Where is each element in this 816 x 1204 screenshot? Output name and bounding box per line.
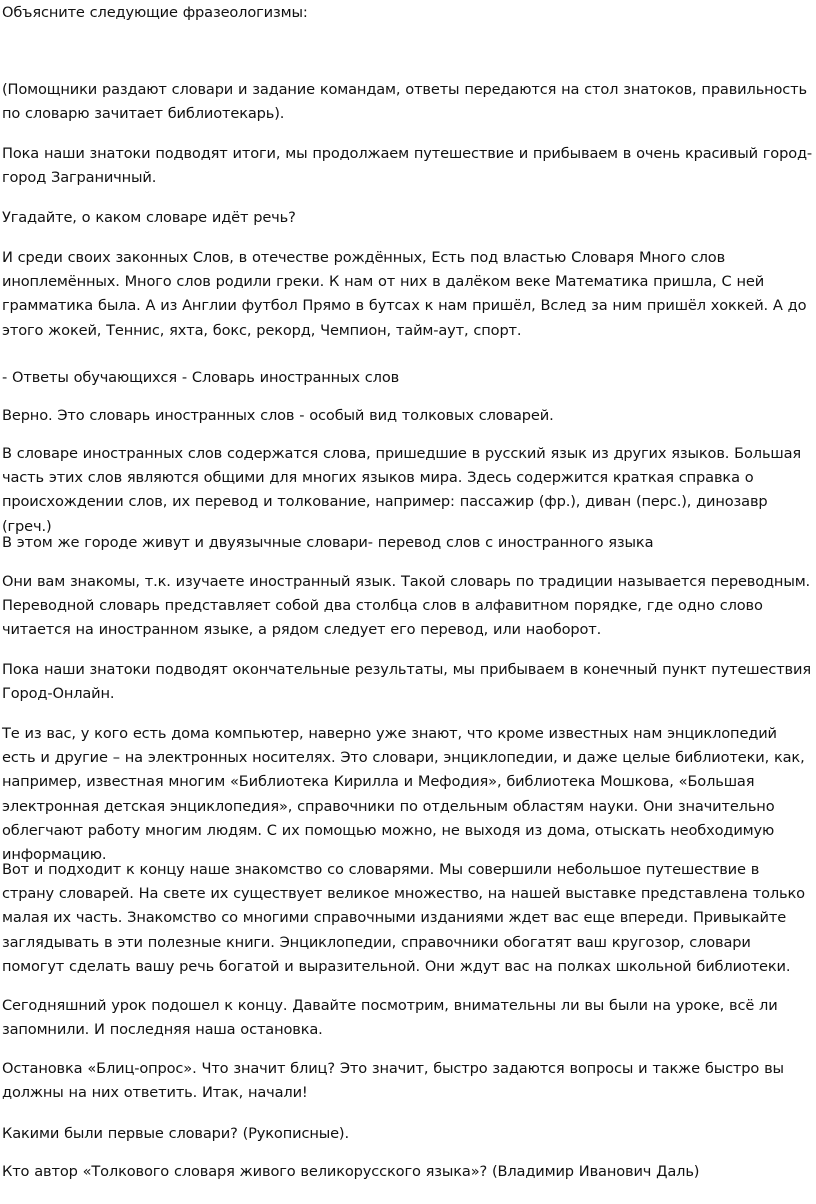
paragraph-journey: Пока наши знатоки подводят итоги, мы продолжаем путешествие и прибываем в очень красивый город-город Заграничный. xyxy=(2,145,813,187)
paragraph-correct: Верно. Это словарь иностранных слов - особый вид толковых словарей. xyxy=(2,407,554,424)
paragraph-bilingual: В этом же городе живут и двуязычные словари- перевод слов с иностранного языка xyxy=(2,534,654,551)
paragraph-conclusion: Вот и подходит к концу наше знакомство со словарями. Мы совершили небольшое путешествие в страну словарей. На свете их существует великое множество, на нашей выставке представлена только малая их часть. Знакомство со многими справочными изданиями ждет вас еще впереди. Привыкайте заглядывать в эти полезные книги. Энциклопедии, справочники обогатят ваш кругозор, словари помогут сделать вашу речь богатой и выразительной. Они ждут вас на полках школьной библиотеки. xyxy=(2,861,805,975)
paragraph-student-answers: - Ответы обучающихся - Словарь иностранных слов xyxy=(2,369,400,386)
paragraph-translation-dict: Они вам знакомы, т.к. изучаете иностранный язык. Такой словарь по традиции называется переводным. Переводной словарь представляет собой два столбца слов в алфавитном порядке, где одно слово читается на иностранном языке, а рядом следует его перевод, или наоборот. xyxy=(2,573,811,639)
paragraph-foreign-dict: В словаре иностранных слов содержатся слова, пришедшие в русский язык из других языков. Большая часть этих слов являются общими для многих языков мира. Здесь содержится краткая справка о происхождении слов, их перевод и толкование, например: пассажир (фр.), диван (перс.), динозавр (греч.) xyxy=(2,445,802,535)
paragraph-question-2: Кто автор «Толкового словаря живого великорусского языка»? (Владимир Иванович Даль) xyxy=(2,1163,700,1180)
paragraph-helpers-note: (Помощники раздают словари и задание командам, ответы передаются на стол знатоков, правильность по словарю зачитает библиотекарь). xyxy=(2,81,807,123)
paragraph-lesson-end: Сегодняшний урок подошел к концу. Давайте посмотрим, внимательны ли вы были на уроке, всё ли запомнили. И последняя наша остановка. xyxy=(2,997,778,1039)
heading-instruction: Объясните следующие фразеологизмы: xyxy=(2,4,308,21)
paragraph-poem: И среди своих законных Слов, в отечестве рождённых, Есть под властью Словаря Много слов иноплемённых. Много слов родили греки. К нам от них в далёком веке Математика пришла, С ней грамматика была. А из Англии футбол Прямо в бутсах к нам пришёл, Вслед за ним пришёл хоккей. А до этого жокей, Теннис, яхта, бокс, рекорд, Чемпион, тайм-аут, спорт. xyxy=(2,249,807,339)
paragraph-question-1: Какими были первые словари? (Рукописные). xyxy=(2,1125,349,1142)
paragraph-electronic: Те из вас, у кого есть дома компьютер, наверно уже знают, что кроме известных нам энциклопедий есть и другие – на электронных носителях. Это словари, энциклопедии, и даже целые библиотеки, как, например, известная многим «Библиотека Кирилла и Мефодия», библиотека Мошкова, «Большая электронная детская энциклопедия», справочники по отдельным областям науки. Они значительно облегчают работу многим людям. С их помощью можно, не выходя из дома, отыскать необходимую информацию. xyxy=(2,725,805,864)
paragraph-blitz: Остановка «Блиц-опрос». Что значит блиц? Это значит, быстро задаются вопросы и также быстро вы должны на них ответить. Итак, начали! xyxy=(2,1060,784,1102)
paragraph-guess-question: Угадайте, о каком словаре идёт речь? xyxy=(2,209,296,226)
paragraph-city-online: Пока наши знатоки подводят окончательные результаты, мы прибываем в конечный пункт путешествия Город-Онлайн. xyxy=(2,661,811,703)
